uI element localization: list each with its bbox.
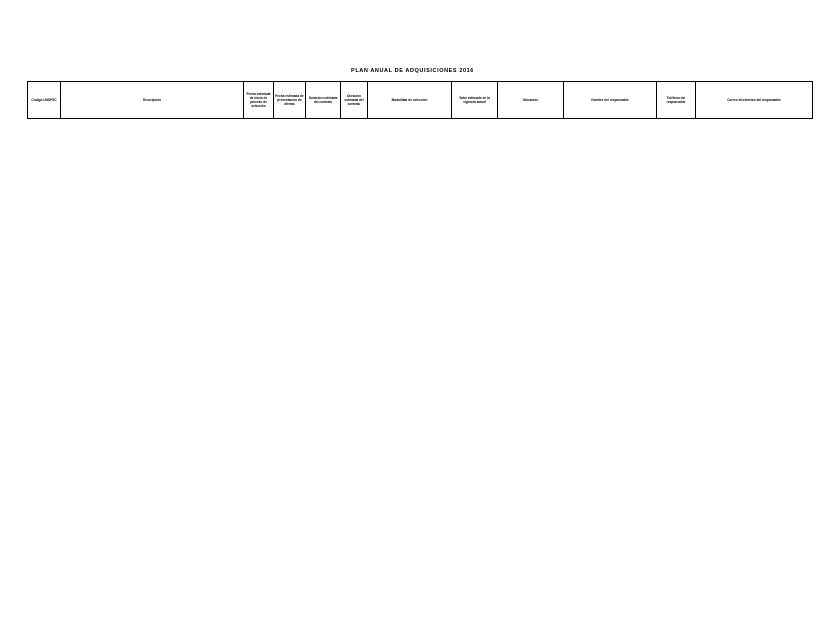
column-header-code: Código UNSPSC [28,82,61,119]
column-header-start-date: Fecha estimada de inicio de proceso de selección [244,82,274,119]
column-header-description: Descripción [61,82,244,119]
column-header-duration-unit: Duración estimada del contrato [341,82,368,119]
table-header-row [28,82,813,119]
column-header-selection-mode: Modalidad de selección [368,82,452,119]
column-header-offer-date: Fecha estimada de presentación de ofertas [274,82,306,119]
document-title: PLAN ANUAL DE ADQUISICIONES 2016 [351,68,474,74]
column-header-location: Ubicación [498,82,564,119]
column-header-email: Correo electrónico del responsable [696,82,813,119]
acquisitions-table [27,81,813,119]
column-header-estimated-value: Valor estimado en la vigencia actual [452,82,498,119]
column-header-responsible: Nombre del responsable [564,82,657,119]
column-header-phone: Teléfono del responsable [657,82,696,119]
column-header-duration: Duración estimada del contrato [306,82,341,119]
